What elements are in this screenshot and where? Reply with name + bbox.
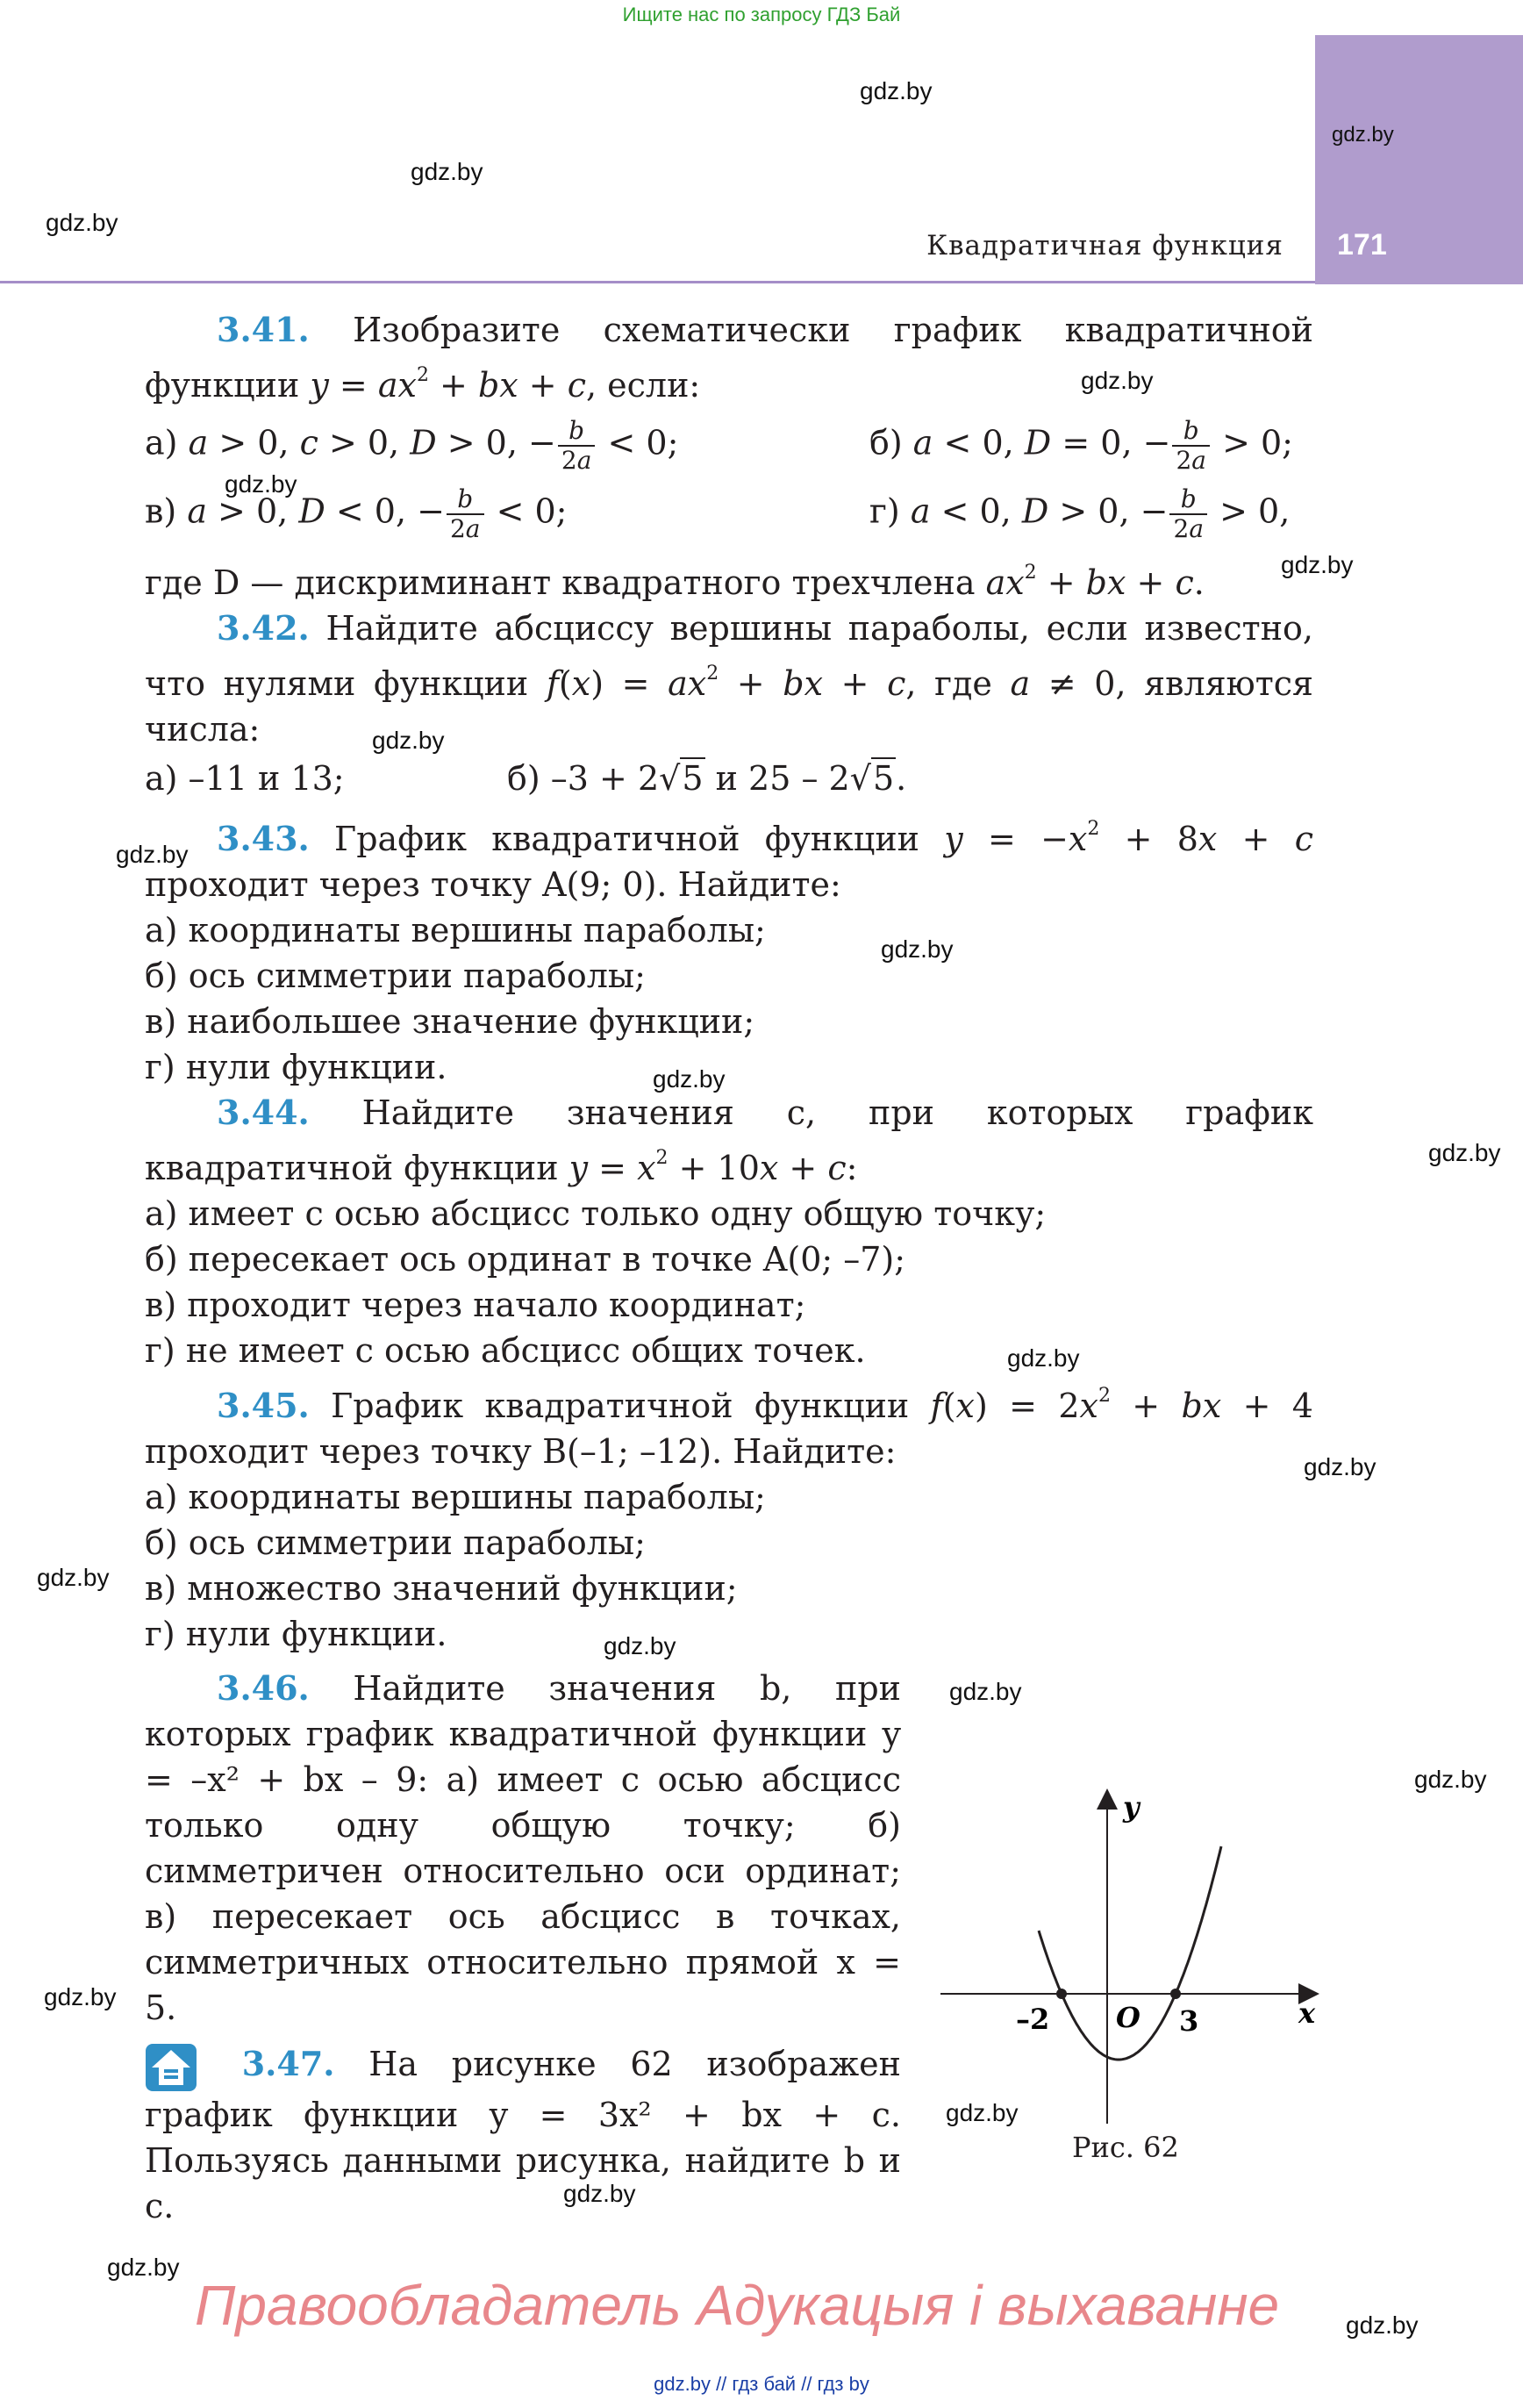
watermark: gdz.by — [563, 2180, 636, 2207]
watermark: gdz.by — [46, 209, 118, 236]
condition-b: б) a < 0, D = 0, − $\frac{b}{2a}$ > 0; — [869, 416, 1293, 475]
watermark: gdz.by — [116, 841, 189, 868]
list-item: б) ось симметрии параболы; — [145, 957, 646, 995]
list-item: в) множество значений функции; — [145, 1569, 738, 1608]
exercise-number: 3.47. — [241, 2044, 335, 2083]
condition-a: а) a > 0, c > 0, D > 0, − $\frac{b}{2a}$ < 0; — [145, 416, 679, 475]
root-label-right: 3 — [1179, 2004, 1199, 2038]
watermark: gdz.by — [604, 1632, 676, 1659]
exercise-3-43: 3.43. График квадратичной функции $y = -x^2 + 8x + c$ проходит через точку A(9; 0). Найдите: — [145, 818, 1313, 904]
root-point-left — [1056, 1989, 1067, 1999]
watermark: gdz.by — [1332, 123, 1394, 147]
figure-caption: Рис. 62 — [1072, 2131, 1179, 2164]
x-axis-label: x — [1298, 1996, 1316, 2030]
watermark: gdz.by — [949, 1678, 1022, 1705]
watermark: gdz.by — [653, 1065, 726, 1093]
answers-row — [145, 756, 1313, 801]
exercise-tail: где D — дискриминант квадратного трехчлена $ax^2$ + bx + c. — [145, 562, 1205, 602]
exercise-3-47: 3.47. На рисунке 62 изображен график функции y = 3x² + bx + c. Пользуясь данными рисунка, найдите b и c. — [145, 2044, 901, 2225]
watermark: gdz.by — [860, 77, 933, 104]
bottom-links[interactable]: gdz.by // гдз бай // гдз by — [654, 2373, 869, 2395]
running-head: Квадратичная функция — [926, 230, 1283, 262]
watermark: gdz.by — [1428, 1139, 1501, 1166]
condition-d: г) a < 0, D > 0, − $\frac{b}{2a}$ > 0, — [869, 484, 1291, 543]
watermark: gdz.by — [1414, 1766, 1487, 1793]
watermark: gdz.by — [37, 1564, 110, 1591]
exercise-3-41: 3.41. Изобразите схематически график квадратичной функции $y = ax^2$ + bx + c, если: — [145, 310, 1313, 405]
list-item: г) нули функции. — [145, 1048, 447, 1086]
figure-62 — [939, 1781, 1325, 2185]
exercise-3-46: 3.46. Найдите значения b, при которых график квадратичной функции y = –x² + bx – 9: а) имеет с осью абсцисс только одну общую точку; б) симметричен относительно оси ординат; в) пересекает ось абсцисс в точках, симметричных относительно прямой x = 5. — [145, 1668, 901, 2027]
top-banner[interactable]: Ищите нас по запросу ГДЗ Бай — [622, 4, 901, 25]
house-icon — [145, 2043, 197, 2092]
list-item: б) пересекает ось ординат в точке A(0; –7); — [145, 1240, 906, 1279]
exercise-number: 3.41. — [217, 310, 310, 349]
watermark: gdz.by — [1281, 551, 1354, 578]
watermark: gdz.by — [225, 470, 297, 498]
list-item: г) не имеет с осью абсцисс общих точек. — [145, 1331, 866, 1370]
exercise-number: 3.43. — [217, 819, 310, 858]
watermark: gdz.by — [1007, 1344, 1080, 1372]
list-item: в) проходит через начало координат; — [145, 1286, 806, 1324]
watermark: gdz.by — [1346, 2311, 1419, 2339]
page-number: 171 — [1337, 228, 1387, 262]
watermark: gdz.by — [1081, 367, 1154, 394]
option-a: а) –11 и 13; — [145, 759, 345, 798]
watermark: gdz.by — [44, 1983, 117, 2010]
origin-label: O — [1116, 2001, 1140, 2034]
watermark: gdz.by — [946, 2099, 1019, 2126]
exercise-text: Изобразите схематически график квадратичной функции — [145, 311, 1313, 405]
copyright-footer: Правообладатель Адукацыя і выхаванне — [195, 2274, 1280, 2337]
exercise-number: 3.45. — [217, 1386, 310, 1425]
list-item: в) наибольшее значение функции; — [145, 1002, 755, 1041]
watermark: gdz.by — [881, 935, 954, 963]
list-item: г) нули функции. — [145, 1615, 447, 1653]
conditions-row — [145, 485, 1313, 543]
root-point-right — [1170, 1989, 1181, 1999]
exercise-number: 3.46. — [217, 1668, 310, 1708]
exercise-3-42: 3.42. Найдите абсциссу вершины параболы, если известно, что нулями функции $f(x) = ax^2$ + bx + c, где a ≠ 0, являются числа: — [145, 608, 1313, 749]
list-item: а) имеет с осью абсцисс только одну общую точку; — [145, 1194, 1047, 1233]
y-axis-label: y — [1123, 1790, 1140, 1824]
watermark: gdz.by — [1304, 1453, 1376, 1480]
watermark: gdz.by — [107, 2254, 180, 2281]
list-item: б) ось симметрии параболы; — [145, 1523, 646, 1562]
watermark: gdz.by — [411, 158, 483, 185]
list-item: а) координаты вершины параболы; — [145, 1478, 766, 1516]
root-label-left: –2 — [1016, 2003, 1050, 2036]
list-item: а) координаты вершины параболы; — [145, 911, 766, 950]
exercise-3-44: 3.44. Найдите значения c, при которых график квадратичной функции $y = x^2 + 10x + c$: — [145, 1093, 1313, 1187]
exercise-number: 3.42. — [217, 608, 310, 648]
exercise-3-45: 3.45. График квадратичной функции $f(x) = 2x^2$ + bx + 4 проходит через точку B(–1; –12). Найдите: — [145, 1385, 1313, 1471]
header-divider — [0, 281, 1315, 283]
condition-c: в) a > 0, D < 0, − $\frac{b}{2a}$ < 0; — [145, 484, 568, 543]
watermark: gdz.by — [372, 727, 445, 754]
exercise-number: 3.44. — [217, 1093, 310, 1132]
exercise-text: , если: — [586, 366, 701, 405]
option-b: б) –3 + 2√5 и 25 – 2√5. — [507, 759, 907, 798]
conditions-row — [145, 417, 1313, 475]
